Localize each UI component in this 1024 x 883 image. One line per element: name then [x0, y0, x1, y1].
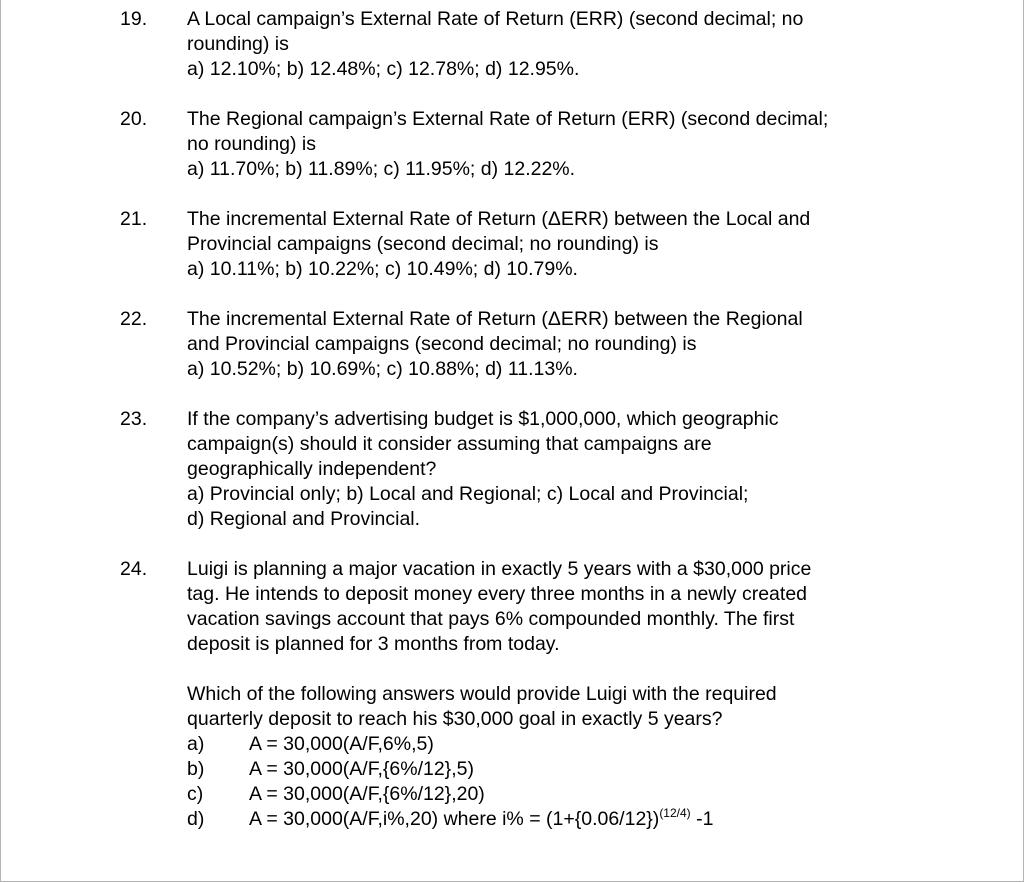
question-number: 21.: [120, 208, 148, 230]
answer-option-b: [187, 757, 917, 782]
question-line: If the company’s advertising budget is $1,000,000, which geographic: [187, 408, 779, 430]
answer-options: d) Regional and Provincial.: [187, 508, 421, 530]
question-line: tag. He intends to deposit money every three months in a newly created: [187, 583, 808, 605]
question-line: Luigi is planning a major vacation in exactly 5 years with a $30,000 price: [187, 558, 812, 580]
question-line: geographically independent?: [187, 458, 437, 480]
answer-option-d: [187, 807, 917, 832]
formula-main: A = 30,000(A/F,i%,20) where i% = (1+{0.06/12}): [249, 808, 660, 830]
question-line: and Provincial campaigns (second decimal; no rounding) is: [187, 333, 697, 355]
question-number: 24.: [120, 558, 148, 580]
answer-option-a: [187, 732, 917, 757]
question-line: campaign(s) should it consider assuming that campaigns are: [187, 433, 712, 455]
question-text: [187, 407, 917, 532]
formula-tail: -1: [690, 808, 714, 830]
option-text: A = 30,000(A/F,6%,5): [249, 733, 434, 755]
question-number: 20.: [120, 108, 148, 130]
question-line: The Regional campaign’s External Rate of Return (ERR) (second decimal;: [187, 108, 829, 130]
answer-options: a) 11.70%; b) 11.89%; c) 11.95%; d) 12.22%.: [187, 158, 576, 180]
question-text: [187, 7, 917, 82]
question-number: 22.: [120, 308, 148, 330]
option-letter: d): [187, 808, 205, 830]
question-line: Provincial campaigns (second decimal; no rounding) is: [187, 233, 659, 255]
formula-exponent: (12/4): [659, 806, 691, 820]
question-line: quarterly deposit to reach his $30,000 goal in exactly 5 years?: [187, 708, 723, 730]
option-letter: b): [187, 758, 205, 780]
answer-options: a) 10.11%; b) 10.22%; c) 10.49%; d) 10.79%.: [187, 258, 578, 280]
question-text: [187, 307, 917, 382]
question-line: deposit is planned for 3 months from today.: [187, 633, 560, 655]
answer-options: a) 10.52%; b) 10.69%; c) 10.88%; d) 11.13%.: [187, 358, 578, 380]
question-line: no rounding) is: [187, 133, 316, 155]
question-line: Which of the following answers would provide Luigi with the required: [187, 683, 777, 705]
question-line: A Local campaign’s External Rate of Return (ERR) (second decimal; no: [187, 8, 804, 30]
question-text: [187, 207, 917, 282]
question-number: 23.: [120, 408, 148, 430]
option-text: A = 30,000(A/F,{6%/12},5): [249, 758, 474, 780]
option-text: [249, 807, 713, 832]
question-line: The incremental External Rate of Return (ΔERR) between the Regional: [187, 308, 803, 330]
answer-option-c: [187, 782, 917, 807]
question-text: [187, 107, 917, 182]
option-letter: c): [187, 783, 204, 805]
paragraph-gap: [187, 657, 917, 682]
answer-options: a) 12.10%; b) 12.48%; c) 12.78%; d) 12.95%.: [187, 58, 580, 80]
answer-options: a) Provincial only; b) Local and Regional; c) Local and Provincial;: [187, 483, 749, 505]
question-number: 19.: [120, 8, 148, 30]
question-text: [187, 557, 917, 832]
question-line: rounding) is: [187, 33, 289, 55]
question-line: The incremental External Rate of Return (ΔERR) between the Local and: [187, 208, 811, 230]
question-line: vacation savings account that pays 6% compounded monthly. The first: [187, 608, 795, 630]
option-letter: a): [187, 733, 205, 755]
option-text: A = 30,000(A/F,{6%/12},20): [249, 783, 485, 805]
